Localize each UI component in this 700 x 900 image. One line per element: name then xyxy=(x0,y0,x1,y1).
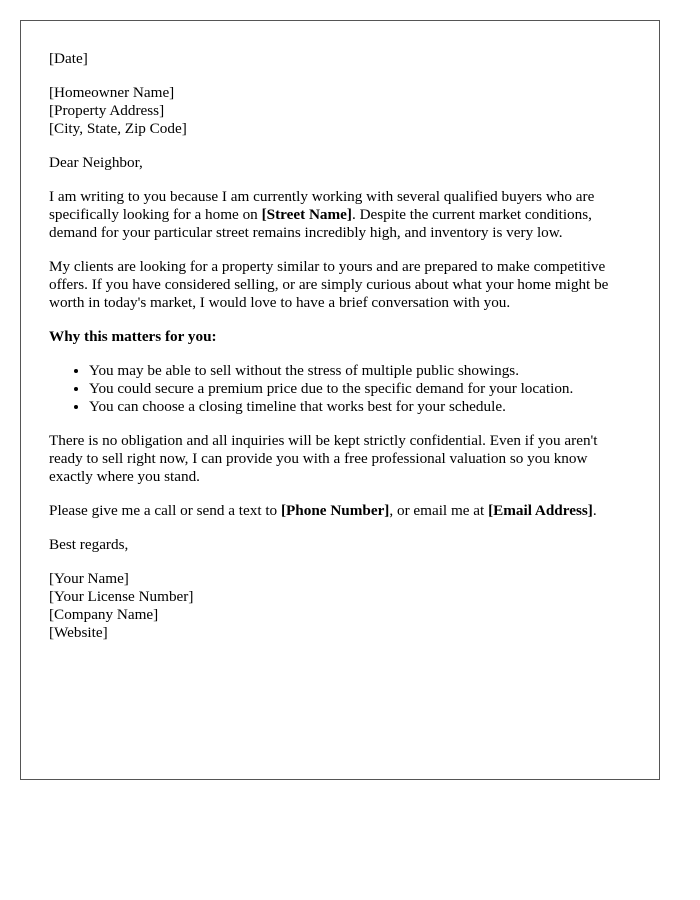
phone-placeholder: [Phone Number] xyxy=(280,502,390,519)
why-heading xyxy=(49,328,631,346)
contact-text-start: Please give me a call or send a text to xyxy=(49,502,281,519)
intro-text-end: . Despite the current market conditions, demand for your particular street remains incredibly high, and inventory is very low. xyxy=(49,206,592,241)
benefit-item: • You could secure a premium price due to the specific demand for your location. xyxy=(89,380,631,398)
street-name-placeholder: [Street Name] xyxy=(261,206,352,223)
recipient-city: [City, State, Zip Code] xyxy=(49,120,187,137)
signature-license: [Your License Number] xyxy=(49,588,194,605)
date-text: [Date] xyxy=(49,50,88,67)
contact-text-end: . xyxy=(592,502,597,519)
why-heading-text: Why this matters for you: xyxy=(49,328,217,345)
benefit-item: • You can choose a closing timeline that works best for your schedule. xyxy=(89,398,631,416)
confidential-paragraph: There is no obligation and all inquiries will be kept strictly confidential. Even if you aren't ready to sell right now, I can provide you with a free professional valuation so you know exactly where you stand. xyxy=(49,432,598,485)
signature-block xyxy=(49,570,631,642)
signature-website: [Website] xyxy=(49,624,108,641)
recipient-name: [Homeowner Name] xyxy=(49,84,175,101)
clients-paragraph: My clients are looking for a property similar to yours and are prepared to make competitive offers. If you have considered selling, or are simply curious about what your home might be worth in today's market, I would love to have a brief conversation with you. xyxy=(49,258,609,311)
intro-paragraph xyxy=(49,188,631,242)
recipient-address: [Property Address] xyxy=(49,102,165,119)
recipient-address-block xyxy=(49,84,631,138)
contact-text-middle: , or email me at xyxy=(389,502,489,519)
salutation: Dear Neighbor, xyxy=(49,154,143,171)
letter-date xyxy=(49,50,631,68)
signature-company: [Company Name] xyxy=(49,606,159,623)
email-placeholder: [Email Address] xyxy=(488,502,593,519)
benefits-list xyxy=(49,362,631,416)
signature-name: [Your Name] xyxy=(49,570,129,587)
benefit-item: • You may be able to sell without the stress of multiple public showings. xyxy=(89,362,631,380)
letter-page xyxy=(20,20,660,780)
contact-paragraph xyxy=(49,502,631,520)
closing: Best regards, xyxy=(49,536,129,553)
intro-text-start: I am writing to you because I am currently working with several qualified buyers who are specifically looking for a home on xyxy=(49,188,595,223)
